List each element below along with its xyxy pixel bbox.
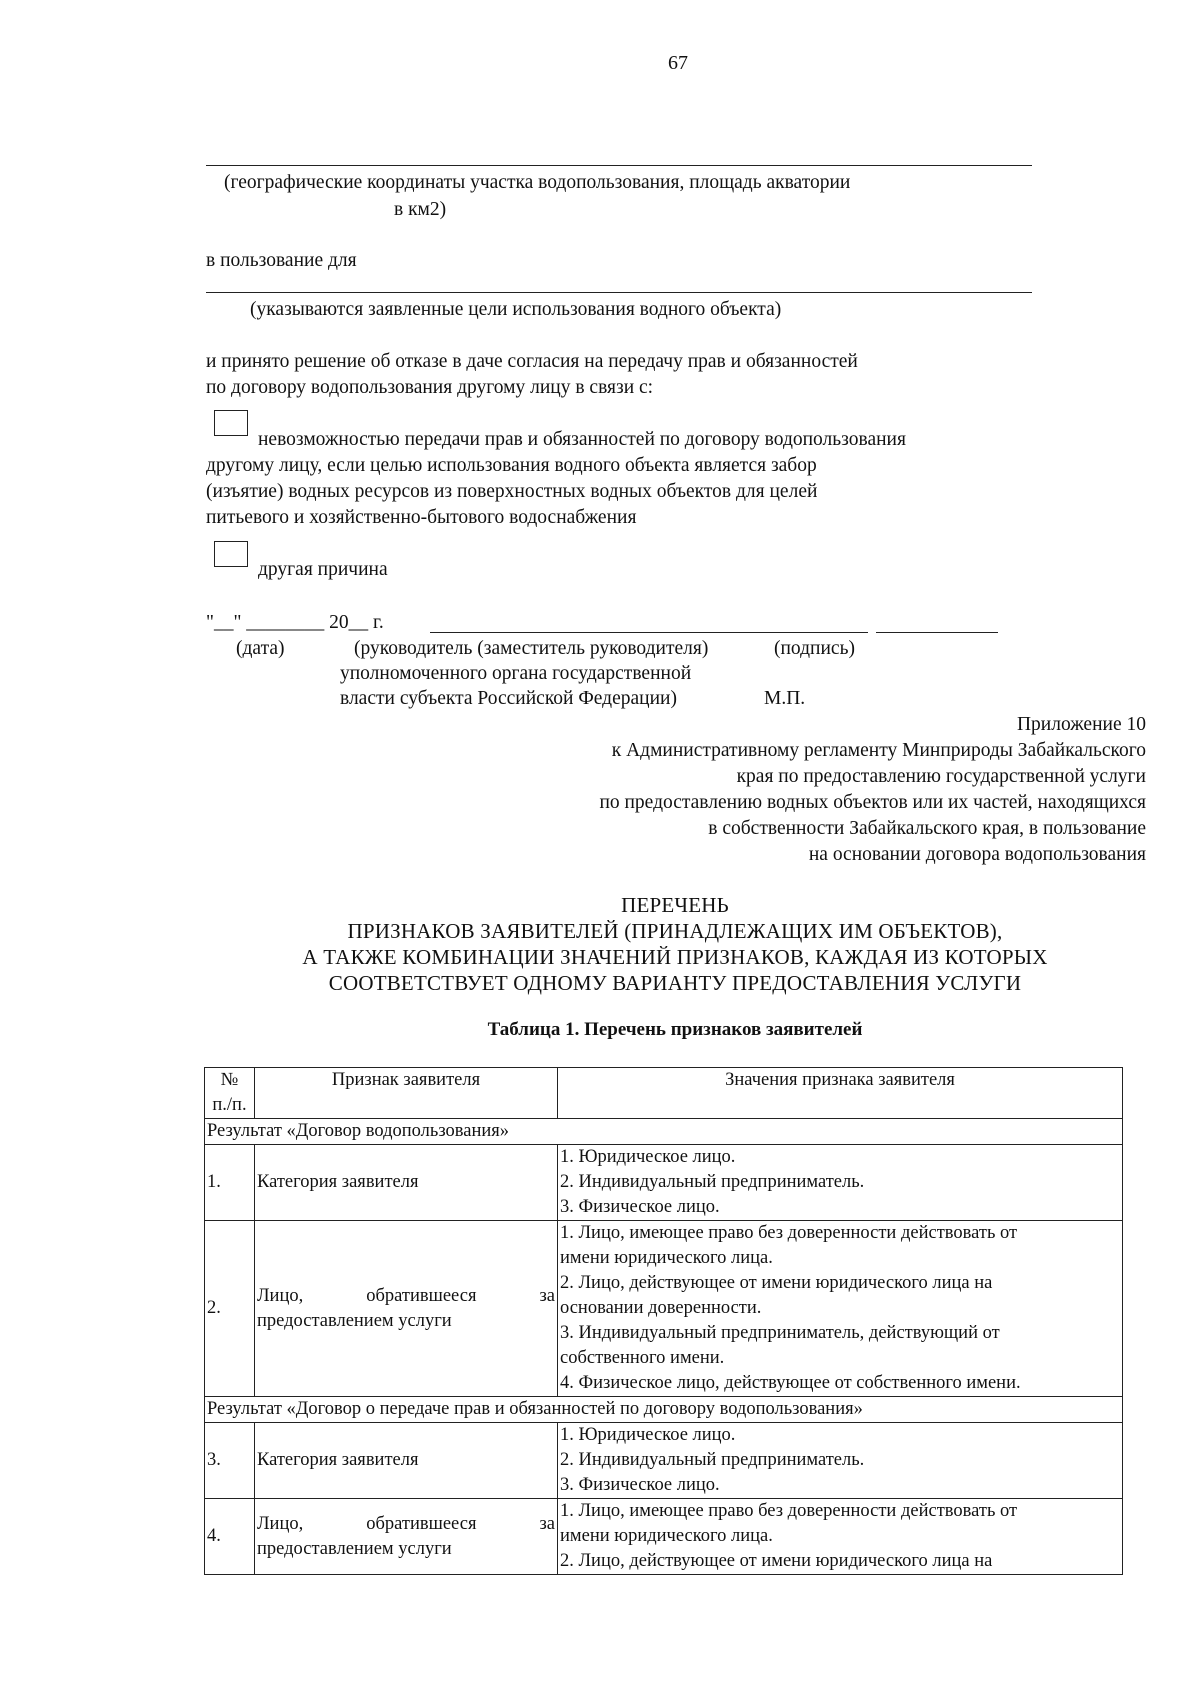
row1-value: 1. Юридическое лицо. xyxy=(560,1147,736,1167)
row2-value: собственного имени. xyxy=(560,1348,725,1368)
appendix-line-3: края по предоставлению государственной услуги xyxy=(736,766,1146,787)
applicant-attributes-table xyxy=(204,1067,1123,1575)
table-header-row xyxy=(205,1068,1123,1119)
header-num-1: № xyxy=(220,1070,239,1090)
stamp-label: М.П. xyxy=(764,688,806,709)
row1-values xyxy=(558,1145,1123,1221)
appendix-line-6: на основании договора водопользования xyxy=(808,844,1146,865)
row2-value: 2. Лицо, действующее от имени юридического лица на xyxy=(560,1273,993,1293)
row1-value: 3. Физическое лицо. xyxy=(560,1197,720,1217)
row1-value: 2. Индивидуальный предприниматель. xyxy=(560,1172,865,1192)
row2-sign-word: за xyxy=(539,1285,555,1306)
row2-value: основании доверенности. xyxy=(560,1298,762,1318)
table-row xyxy=(205,1423,1123,1499)
row2-value: имени юридического лица. xyxy=(560,1248,773,1268)
row4-sign xyxy=(255,1499,558,1575)
row3-value: 1. Юридическое лицо. xyxy=(560,1425,736,1445)
head-caption-2: уполномоченного органа государственной xyxy=(340,663,692,684)
header-sign: Признак заявителя xyxy=(255,1068,558,1119)
page-number: 67 xyxy=(668,52,688,74)
row4-num: 4. xyxy=(205,1499,255,1575)
row4-value: 2. Лицо, действующее от имени юридического лица на xyxy=(560,1551,993,1571)
header-num xyxy=(205,1068,255,1119)
reason1-line-2 xyxy=(206,453,942,478)
appendix-line-4: по предоставлению водных объектов или их частей, находящихся xyxy=(599,792,1146,813)
row2-sign xyxy=(255,1221,558,1397)
row1-num: 1. xyxy=(205,1145,255,1221)
row2-value: 4. Физическое лицо, действующее от собственного имени. xyxy=(560,1373,1021,1393)
coords-caption-2: в км2) xyxy=(394,199,447,220)
row2-value: 1. Лицо, имеющее право без доверенности действовать от xyxy=(560,1223,1018,1243)
decision-text-1: и принято решение об отказе в даче согласия на передачу прав и обязанностей xyxy=(206,351,858,372)
row4-sign-word: за xyxy=(539,1513,555,1534)
reason1-line-4: питьевого и хозяйственно-бытового водоснабжения xyxy=(206,507,637,528)
heading-line-1: ПЕРЕЧЕНЬ xyxy=(621,893,729,917)
row4-sign-line-1 xyxy=(257,1512,555,1537)
coords-line xyxy=(206,165,1032,166)
row3-values xyxy=(558,1423,1123,1499)
row2-sign-word: Лицо, xyxy=(257,1285,304,1306)
date-caption: (дата) xyxy=(236,638,285,659)
reason2-checkbox[interactable] xyxy=(214,541,248,567)
table-row xyxy=(205,1221,1123,1397)
head-caption-3: власти субъекта Российской Федерации) xyxy=(340,688,677,709)
purpose-line xyxy=(206,292,1032,293)
row2-sign-word: обратившееся xyxy=(366,1285,477,1306)
head-signature-line xyxy=(430,632,868,633)
row4-sign-word: обратившееся xyxy=(366,1513,477,1534)
heading-line-3: А ТАКЖЕ КОМБИНАЦИИ ЗНАЧЕНИЙ ПРИЗНАКОВ, КАЖДАЯ ИЗ КОТОРЫХ xyxy=(302,945,1048,969)
table-title: Таблица 1. Перечень признаков заявителей xyxy=(487,1019,863,1040)
row4-sign-word: Лицо, xyxy=(257,1513,304,1534)
sign-line xyxy=(876,632,998,633)
heading-line-2: ПРИЗНАКОВ ЗАЯВИТЕЛЕЙ (ПРИНАДЛЕЖАЩИХ ИМ ОБЪЕКТОВ), xyxy=(347,919,1003,943)
section-row xyxy=(205,1397,1123,1423)
reason1-line-3: (изъятие) водных ресурсов из поверхностных водных объектов для целей xyxy=(206,481,818,502)
header-num-2: п./п. xyxy=(212,1095,247,1115)
sign-caption: (подпись) xyxy=(774,638,855,659)
appendix-line-5: в собственности Забайкальского края, в пользование xyxy=(708,818,1146,839)
coords-caption-1: (географические координаты участка водопользования, площадь акватории xyxy=(224,172,851,193)
row4-sign-line-2: предоставлением услуги xyxy=(257,1538,452,1559)
appendix-line-2: к Административному регламенту Минприроды Забайкальского xyxy=(611,740,1146,761)
row4-value: имени юридического лица. xyxy=(560,1526,773,1546)
row2-sign-line-2: предоставлением услуги xyxy=(257,1310,452,1331)
table-row xyxy=(205,1499,1123,1575)
head-caption-1: (руководитель (заместитель руководителя) xyxy=(354,638,709,659)
appendix-line-1: Приложение 10 xyxy=(1016,714,1146,735)
header-values: Значения признака заявителя xyxy=(558,1068,1123,1119)
row3-sign: Категория заявителя xyxy=(255,1423,558,1499)
heading-line-4: СООТВЕТСТВУЕТ ОДНОМУ ВАРИАНТУ ПРЕДОСТАВЛЕНИЯ УСЛУГИ xyxy=(328,971,1022,995)
section-row xyxy=(205,1119,1123,1145)
section-1-label: Результат «Договор водопользования» xyxy=(205,1119,1123,1145)
row4-values xyxy=(558,1499,1123,1575)
purpose-caption: (указываются заявленные цели использования водного объекта) xyxy=(250,299,782,320)
row3-value: 3. Физическое лицо. xyxy=(560,1475,720,1495)
reason1-line-2-text: другому лицу, если целью использования водного объекта является забор xyxy=(206,455,817,476)
row3-value: 2. Индивидуальный предприниматель. xyxy=(560,1450,865,1470)
section-2-label: Результат «Договор о передаче прав и обязанностей по договору водопользования» xyxy=(205,1397,1123,1423)
decision-text-2: по договору водопользования другому лицу в связи с: xyxy=(206,377,654,398)
table-row xyxy=(205,1145,1123,1221)
use-for-label: в пользование для xyxy=(206,250,357,271)
row4-value: 1. Лицо, имеющее право без доверенности действовать от xyxy=(560,1501,1018,1521)
reason2-label: другая причина xyxy=(258,559,388,580)
reason1-line-1: невозможностью передачи прав и обязанностей по договору водопользования xyxy=(258,429,906,450)
date-line: "__" ________ 20__ г. xyxy=(206,612,384,633)
row2-sign-line-1 xyxy=(257,1284,555,1309)
reason1-checkbox[interactable] xyxy=(214,410,248,436)
row2-num: 2. xyxy=(205,1221,255,1397)
row2-value: 3. Индивидуальный предприниматель, действующий от xyxy=(560,1323,1000,1343)
row2-values xyxy=(558,1221,1123,1397)
row3-num: 3. xyxy=(205,1423,255,1499)
row1-sign: Категория заявителя xyxy=(255,1145,558,1221)
